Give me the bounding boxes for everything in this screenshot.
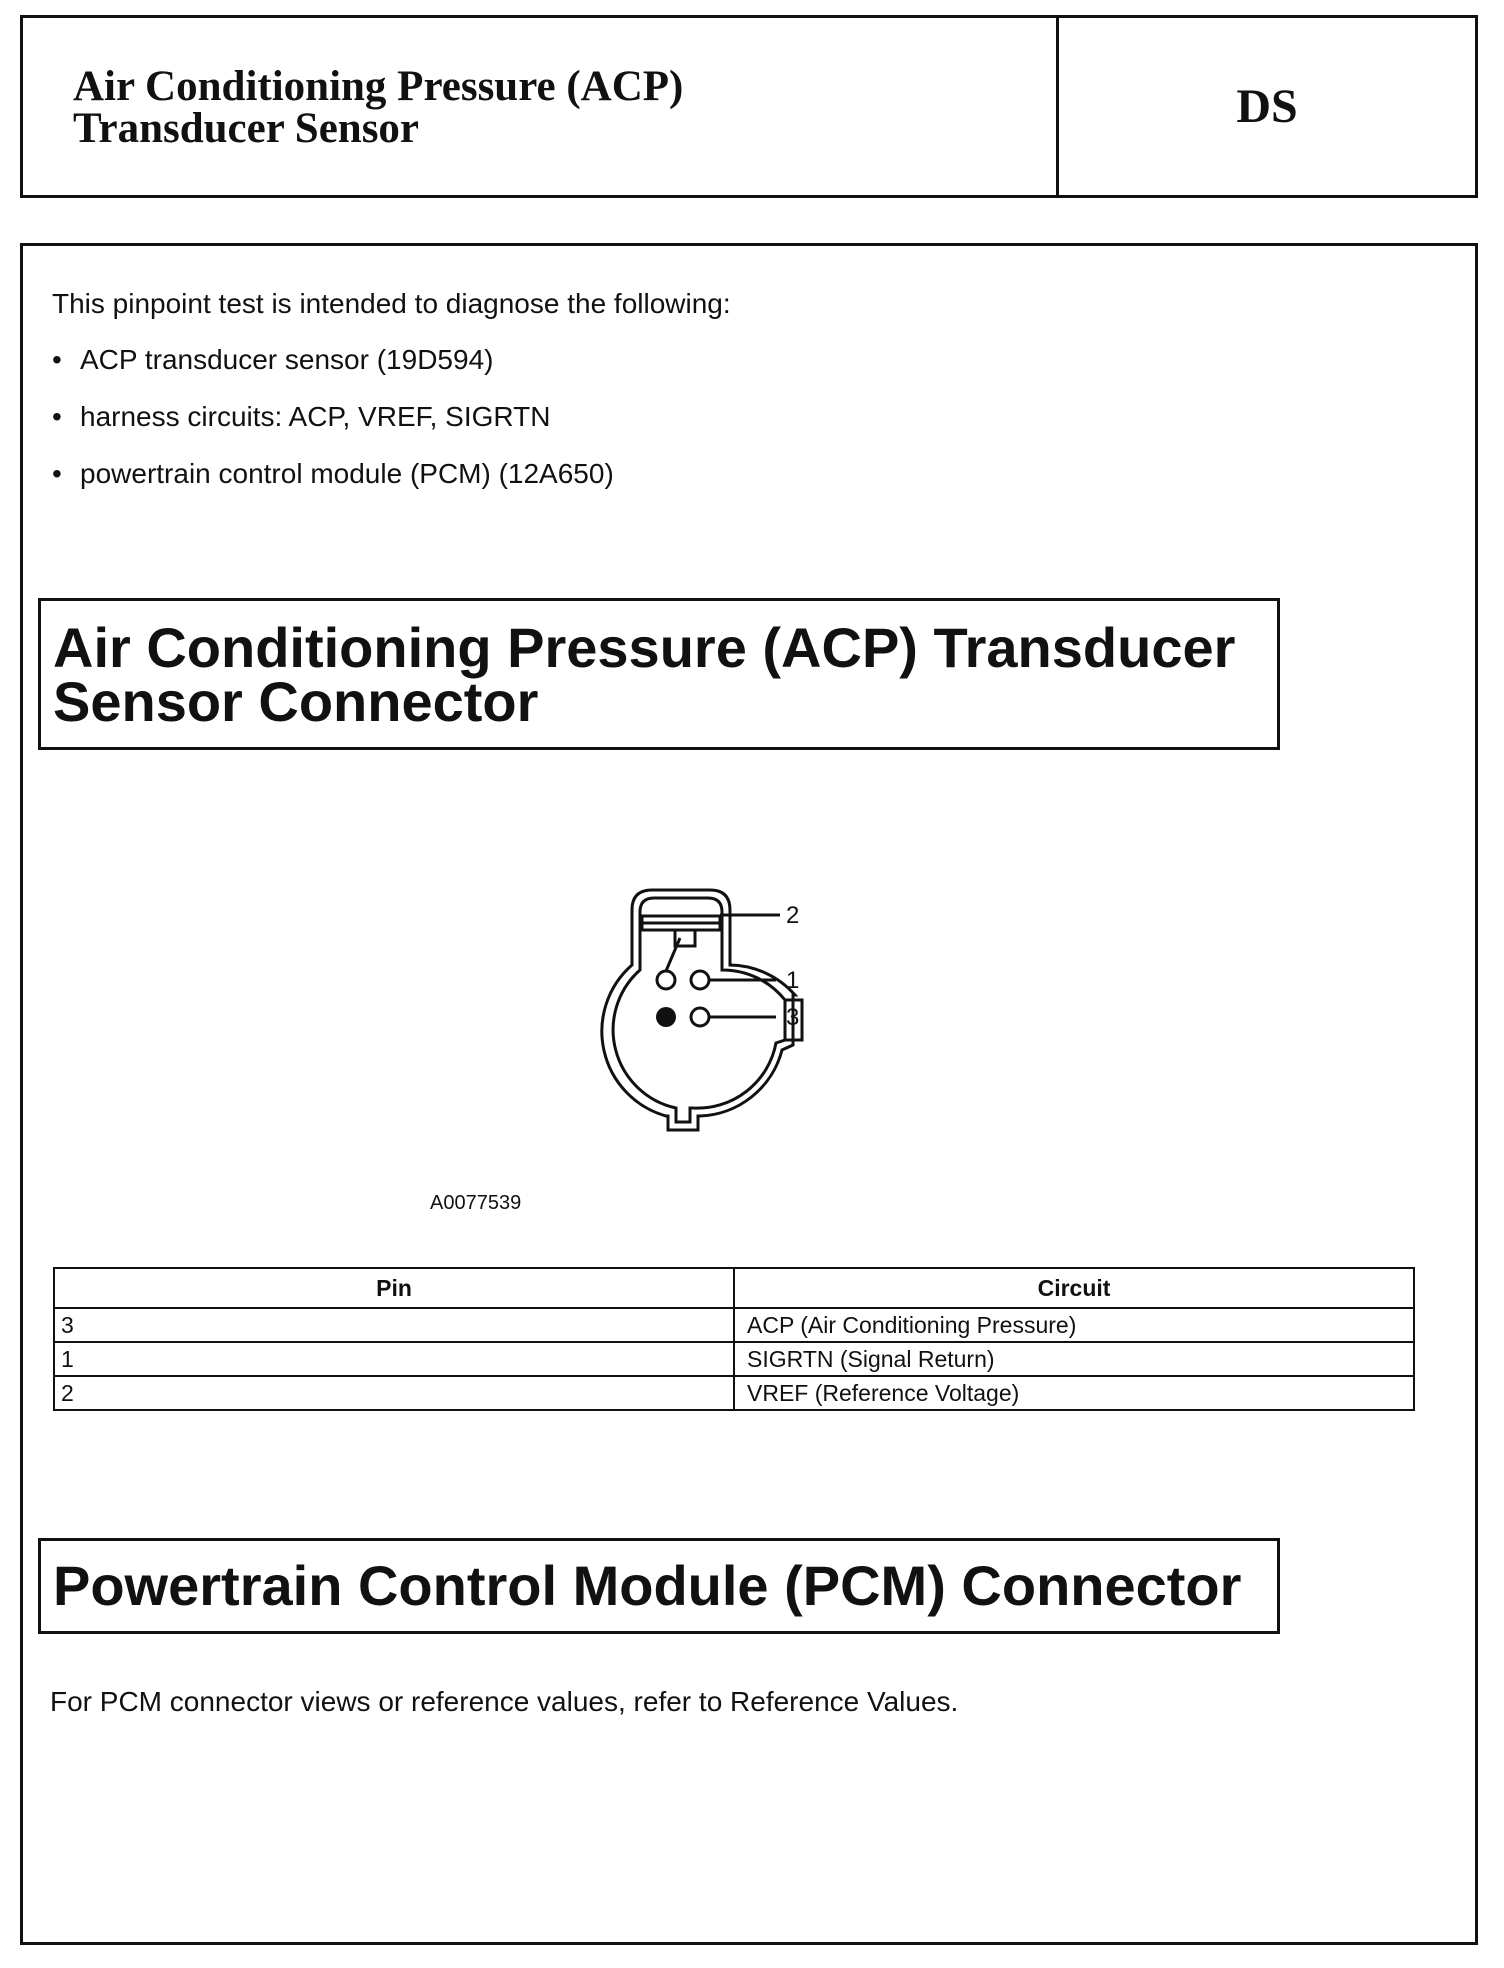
section-code: DS (1236, 80, 1298, 133)
plugged-cavity (656, 1007, 676, 1027)
figure-id: A0077539 (430, 1192, 522, 1214)
page-title (73, 63, 1013, 152)
header-box (20, 15, 1478, 198)
intro-text: This pinpoint test is intended to diagnose the following: (52, 288, 731, 319)
circuit-column-header: Circuit (734, 1268, 1414, 1308)
connector-outline (602, 890, 795, 1130)
connector-section-title (38, 598, 1280, 750)
table-row (54, 1342, 1414, 1376)
pin-cell: 2 (54, 1376, 734, 1410)
list-item: • powertrain control module (PCM) (12A650) (52, 458, 614, 489)
table-header-row (54, 1268, 1414, 1308)
list-item: • ACP transducer sensor (19D594) (52, 344, 494, 375)
pin-cell: 1 (54, 1342, 734, 1376)
connector-drawing (580, 870, 860, 1140)
pin-1 (691, 971, 709, 989)
pin-cell: 3 (54, 1308, 734, 1342)
list-item-text: harness circuits: ACP, VREF, SIGRTN (80, 401, 551, 432)
list-item-text: ACP transducer sensor (19D594) (80, 344, 494, 375)
page-title-line1: Air Conditioning Pressure (ACP) (73, 63, 684, 110)
connector-section-title-line1: Air Conditioning Pressure (ACP) Transducer (53, 616, 1236, 679)
leader-2 (666, 938, 680, 971)
circuit-cell: SIGRTN (Signal Return) (734, 1342, 1414, 1376)
list-item: • harness circuits: ACP, VREF, SIGRTN (52, 401, 551, 432)
table-row (54, 1308, 1414, 1342)
connector-diagram (580, 870, 860, 1140)
circuit-cell: VREF (Reference Voltage) (734, 1376, 1414, 1410)
pin-3 (691, 1008, 709, 1026)
diagnosis-list (52, 343, 614, 514)
pin-table (53, 1267, 1415, 1411)
connector-section-title-line2: Sensor Connector (53, 670, 539, 733)
pcm-section-title: Powertrain Control Module (PCM) Connector (38, 1538, 1280, 1634)
circuit-cell: ACP (Air Conditioning Pressure) (734, 1308, 1414, 1342)
callout-1: 1 (786, 967, 800, 994)
pcm-note: For PCM connector views or reference values, refer to Reference Values. (50, 1686, 959, 1717)
table-row (54, 1376, 1414, 1410)
callout-2: 2 (786, 902, 800, 929)
pin-2 (657, 971, 675, 989)
list-item-text: powertrain control module (PCM) (12A650) (80, 458, 614, 489)
callout-3: 3 (786, 1004, 800, 1031)
page-title-line2: Transducer Sensor (73, 105, 420, 152)
pin-column-header: Pin (54, 1268, 734, 1308)
